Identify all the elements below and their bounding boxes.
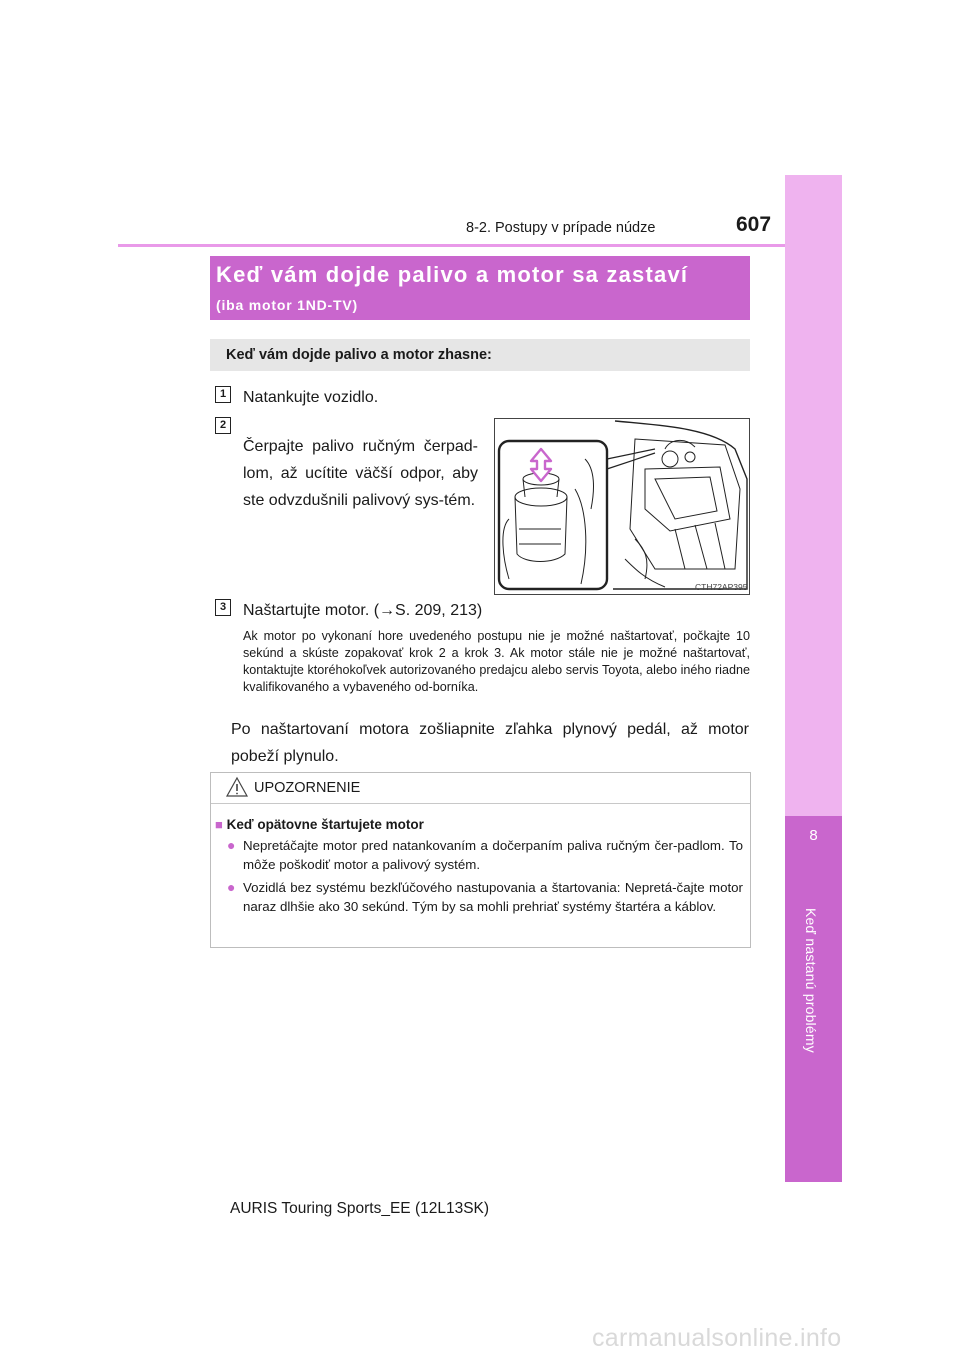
page-title: Keď vám dojde palivo a motor sa zastaví	[216, 262, 689, 287]
caution-item: Vozidlá bez systému bezkľúčového nastupovania a štartovania: Nepretá-čajte motor naraz dlhšie ako 30 sekúnd. Tým by sa mohli prehriať systémy štartéra a káblov.	[243, 880, 743, 914]
chapter-title: Keď nastanú problémy	[803, 908, 819, 1053]
step-number-box: 1	[215, 386, 231, 403]
watermark: carmanualsonline.info	[592, 1324, 842, 1352]
section-title: 8-2. Postupy v prípade núdze	[466, 220, 656, 236]
subheading: Keď vám dojde palivo a motor zhasne:	[226, 347, 492, 363]
page-number: 607	[736, 213, 772, 236]
engine-illustration	[494, 418, 750, 595]
figure-code: CTH72AP395	[695, 582, 748, 592]
footer-model: AURIS Touring Sports_EE (12L13SK)	[230, 1200, 490, 1217]
page-subtitle: (iba motor 1ND-TV)	[216, 297, 358, 313]
square-bullet-icon: ■	[215, 817, 223, 832]
step-text: Čerpajte palivo ručným čerpad-lom, až ucítite väčší odpor, aby ste odvzdušnili palivový sys-tém.	[243, 438, 478, 509]
header-divider	[118, 244, 785, 247]
dot-bullet-icon: ●	[227, 879, 236, 895]
dot-bullet-icon: ●	[227, 837, 236, 853]
engine-drawing	[495, 419, 749, 594]
chapter-number: 8	[809, 827, 818, 844]
warning-triangle-icon	[225, 776, 249, 798]
body-paragraph: Po naštartovaní motora zošliapnite zľahka plynový pedál, až motor pobeží plynulo.	[231, 721, 749, 765]
caution-heading-text: Keď opätovne štartujete motor	[226, 817, 424, 832]
caution-divider	[211, 803, 750, 804]
caution-item: Nepretáčajte motor pred natankovaním a dočerpaním paliva ručným čer-padlom. To môže poškodiť motor a palivový systém.	[243, 838, 743, 872]
step-number-box: 3	[215, 599, 231, 616]
step-number-box: 2	[215, 417, 231, 434]
step-text: Naštartujte motor. (→S. 209, 213)	[243, 602, 483, 619]
step-text: Natankujte vozidlo.	[243, 389, 379, 406]
caution-title: UPOZORNENIE	[254, 780, 361, 796]
step-note: Ak motor po vykonaní hore uvedeného postupu nie je možné naštartovať, počkajte 10 sekúnd a skúste zopakovať krok 2 a krok 3. Ak motor stále nie je možné naštartovať, kontaktujte ktoréhokoľvek autorizovaného predajcu alebo servis Toyota, alebo iného riadne kvalifikovaného a vybaveného od-borníka.	[243, 629, 750, 694]
caution-heading	[215, 817, 424, 832]
